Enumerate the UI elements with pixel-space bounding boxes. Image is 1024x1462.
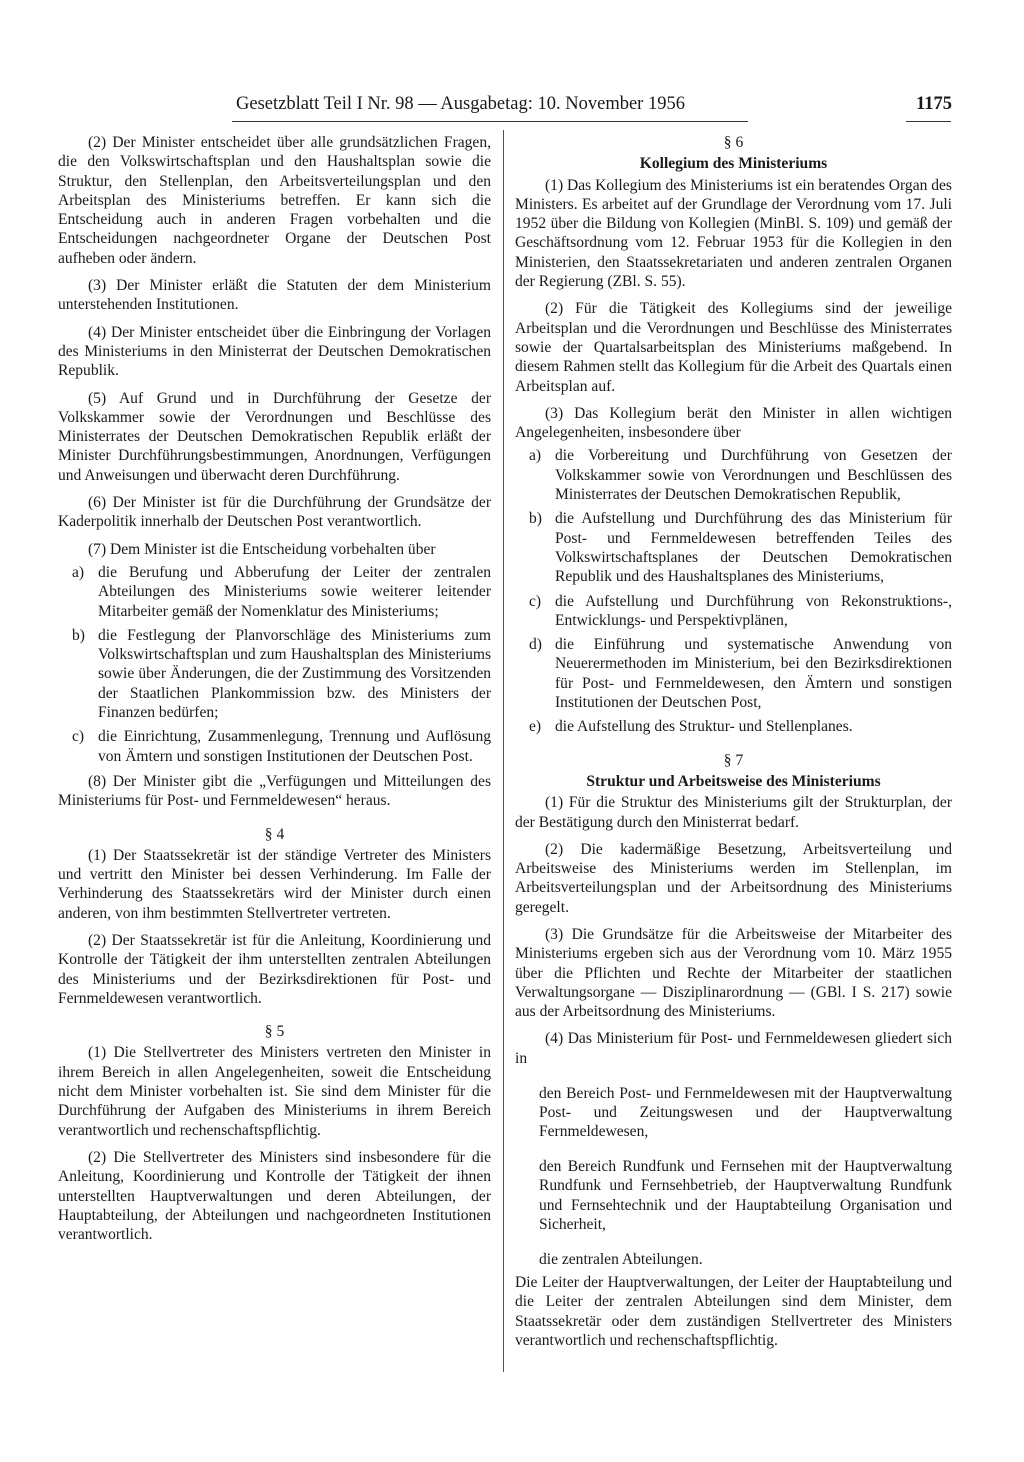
section-7-title: Struktur und Arbeitsweise des Ministeriums: [586, 772, 881, 790]
column-divider: [503, 130, 504, 1372]
section-7-paragraph-3: (3) Die Grundsätze für die Arbeitsweise der Mitarbeiter des Ministeriums ergeben sich aus der Verordnung vom 10. März 1955 über die Pflichten und Rechte der Mitarbeiter der staatlichen Verwaltungsorgane — Disziplinarordnung — (GBl. I S. 217) sowie aus der Arbeitsordnung des Ministeriums.: [515, 925, 952, 1021]
list-marker: d): [529, 636, 542, 654]
header-rule-right: [906, 121, 951, 122]
paragraph-5: (5) Auf Grund und in Durchführung der Gesetze der Volkskammer sowie der Verordnungen und Beschlüsse des Ministerrates der Deutschen Demokratischen Republik erläßt der Minister Durchführungsbestimmungen, Anordnungen, Verfügungen und Anweisungen und überwacht deren Durchführung.: [58, 389, 491, 484]
section-6-heading: § 6: [723, 134, 744, 151]
list-marker: c): [529, 592, 542, 610]
section-6-list: [515, 446, 952, 736]
list-item: [515, 446, 952, 504]
section-7-paragraph-1: (1) Für die Struktur des Ministeriums gilt der Strukturplan, der der Bestätigung durch den Ministerrat bedarf.: [515, 794, 952, 831]
left-column: [58, 133, 491, 1252]
list-marker: b): [72, 626, 85, 644]
paragraph-7: (7) Dem Minister ist die Entscheidung vorbehalten über: [88, 540, 436, 558]
list-text: die Aufstellung und Durchführung des das Ministerium für Post- und Fernmeldewesen betreffenden Teiles des Volkswirtschaftsplanes der Deutschen Demokratischen Republik und des Haushaltsplanes des Ministeriums,: [555, 510, 952, 586]
list-item: [58, 727, 491, 766]
section-7-block: den Bereich Post- und Fernmeldewesen mit der Hauptverwaltung Post- und Zeitungswesen und der Hauptverwaltung Fernmeldewesen,: [539, 1084, 952, 1141]
list-text: die Festlegung der Planvorschläge des Ministeriums zum Volkswirtschaftsplan und zum Haushaltsplan des Ministeriums sowie über Änderungen, die der Zustimmung des Vorsitzenden der Staatlichen Plankommission bzw. des Ministers der Finanzen bedürfen;: [98, 626, 491, 722]
section-6-paragraph-1: (1) Das Kollegium des Ministeriums ist ein beratendes Organ des Ministers. Es arbeitet auf der Grundlage der Verordnung vom 17. Juli 1952 über die Bildung von Kollegien (MinBl. S. 109) und gemäß der Geschäftsordnung vom 12. Februar 1953 für die Kollegien in den Ministerien, den Staatssekretariaten und anderen zentralen Organen der Regierung (ZBl. S. 55).: [515, 176, 952, 291]
paragraph-4: (4) Der Minister entscheidet über die Einbringung der Vorlagen des Ministeriums in den Ministerrat der Deutschen Demokratischen Republik.: [58, 323, 491, 380]
section-4-paragraph-2: (2) Der Staatssekretär ist für die Anleitung, Koordinierung und Kontrolle der Tätigkeit der ihm unterstellten zentralen Abteilungen des Ministeriums und der Bezirksdirektionen für Post- und Fernmeldewesen verantwortlich.: [58, 931, 491, 1007]
section-7-paragraph-2: (2) Die kadermäßige Besetzung, Arbeitsverteilung und Arbeitsweise des Ministeriums werden im Stellenplan, im Arbeitsverteilungsplan und der Arbeitsordnung des Ministeriums geregelt.: [515, 840, 952, 916]
paragraph-7-list: [58, 563, 491, 766]
list-text: die Berufung und Abberufung der Leiter der zentralen Abteilungen des Ministeriums sowie weiterer leitender Mitarbeiter gemäß der Nomenklatur des Ministeriums;: [98, 563, 491, 620]
paragraph-3: (3) Der Minister erläßt die Statuten der dem Ministerium unterstehenden Institutionen.: [58, 277, 491, 314]
section-7-heading: § 7: [723, 751, 744, 769]
section-6-paragraph-3: (3) Das Kollegium berät den Minister in allen wichtigen Angelegenheiten, insbesondere über: [515, 404, 952, 442]
header-rule: [232, 121, 748, 122]
list-marker: a): [72, 563, 85, 581]
list-text: die Aufstellung des Struktur- und Stellenplanes.: [555, 718, 853, 736]
list-item: [515, 592, 952, 631]
section-5-paragraph-1: (1) Die Stellvertreter des Ministers vertreten den Minister in ihrem Bereich in allen Angelegenheiten, soweit die Entscheidung nicht dem Minister vorbehalten ist. Sie sind dem Minister für die Durchführung der Aufgaben des Ministeriums in ihrem Bereich verantwortlich und rechenschaftspflichtig.: [58, 1044, 491, 1139]
paragraph-6: (6) Der Minister ist für die Durchführung der Grundsätze der Kaderpolitik innerhalb der Deutschen Post verantwortlich.: [58, 494, 491, 531]
section-4-paragraph-1: (1) Der Staatssekretär ist der ständige Vertreter des Ministers und vertritt den Minister bei dessen Verhinderung. Im Falle der Verhinderung des Staatssekretärs wird der Minister durch einen anderen, von ihm bestimmten Stellvertreter vertreten.: [58, 846, 491, 922]
section-7-block: die zentralen Abteilungen.: [539, 1250, 703, 1268]
right-column: [515, 133, 952, 1358]
list-item: [515, 717, 952, 736]
section-4-heading: § 4: [264, 825, 285, 843]
section-5-paragraph-2: (2) Die Stellvertreter des Ministers sind insbesondere für die Anleitung, Koordinierung und Kontrolle der Tätigkeit der ihnen unterstellten Hauptverwaltungen und deren Abteilungen, der Hauptabteilung, der Abteilungen und nachgeordneten Institutionen verantwortlich.: [58, 1148, 491, 1244]
paragraph-2: (2) Der Minister entscheidet über alle grundsätzlichen Fragen, die den Volkswirtschaftsplan und den Haushaltsplan sowie die Struktur, den Stellenplan, den Arbeitsverteilungsplan und den Arbeitsplan des Ministeriums betreffen. Er kann sich die Entscheidung auch in anderen Fragen vorbehalten und die Entscheidungen nachgeordneter Organe der Deutschen Post aufheben oder ändern.: [58, 134, 491, 267]
list-text: die Aufstellung und Durchführung von Rekonstruktions-, Entwicklungs- und Perspektivplänen,: [555, 592, 952, 629]
list-marker: a): [529, 447, 542, 465]
section-7-closing: Die Leiter der Hauptverwaltungen, der Leiter der Hauptabteilung und die Leiter der zentralen Abteilungen sind dem Minister, dem Staatssekretär oder dem zuständigen Stellvertreter des Ministers verantwortlich und rechenschaftspflichtig.: [515, 1274, 952, 1349]
page-number: 1175: [916, 94, 952, 114]
list-item: [58, 563, 491, 621]
list-text: die Einrichtung, Zusammenlegung, Trennung und Auflösung von Ämtern und sonstigen Institutionen der Deutschen Post.: [98, 728, 491, 765]
paragraph-8: (8) Der Minister gibt die „Verfügungen und Mitteilungen des Ministeriums für Post- und Fernmeldewesen“ heraus.: [58, 772, 491, 810]
list-item: [515, 509, 952, 586]
list-item: [58, 626, 491, 722]
page-header: [60, 92, 958, 116]
list-marker: b): [529, 510, 542, 528]
list-text: die Einführung und systematische Anwendung von Neuerermethoden im Ministerium, bei den Bezirksdirektionen für Post- und Fernmeldewesen, den Ämtern und sonstigen Institutionen der Deutschen Post,: [555, 636, 952, 712]
list-item: [515, 635, 952, 712]
list-marker: e): [529, 718, 542, 736]
page-header-title: Gesetzblatt Teil I Nr. 98 — Ausgabetag: 10. November 1956: [236, 94, 685, 114]
list-text: die Vorbereitung und Durchführung von Gesetzen der Volkskammer sowie von Verordnungen und Beschlüssen des Ministerrates der Deutschen Demokratischen Republik,: [555, 447, 952, 504]
section-5-heading: § 5: [264, 1023, 285, 1041]
list-marker: c): [72, 728, 85, 746]
section-7-paragraph-4: (4) Das Ministerium für Post- und Fernmeldewesen gliedert sich in: [515, 1030, 952, 1067]
section-7-block: den Bereich Rundfunk und Fernsehen mit der Hauptverwaltung Rundfunk und Fernsehbetrieb, der Hauptverwaltung Rundfunk und Fernsehtechnik und der Hauptabteilung Organisation und Sicherheit,: [539, 1158, 952, 1233]
section-6-paragraph-2: (2) Für die Tätigkeit des Kollegiums sind der jeweilige Arbeitsplan und die Verordnungen und Beschlüsse des Ministerrates sowie der Quartalsarbeitsplan des Ministeriums maßgebend. In diesem Rahmen stellt das Kollegium für die Arbeit des Quartals einen Arbeitsplan auf.: [515, 300, 952, 395]
section-6-title: Kollegium des Ministeriums: [639, 155, 828, 173]
